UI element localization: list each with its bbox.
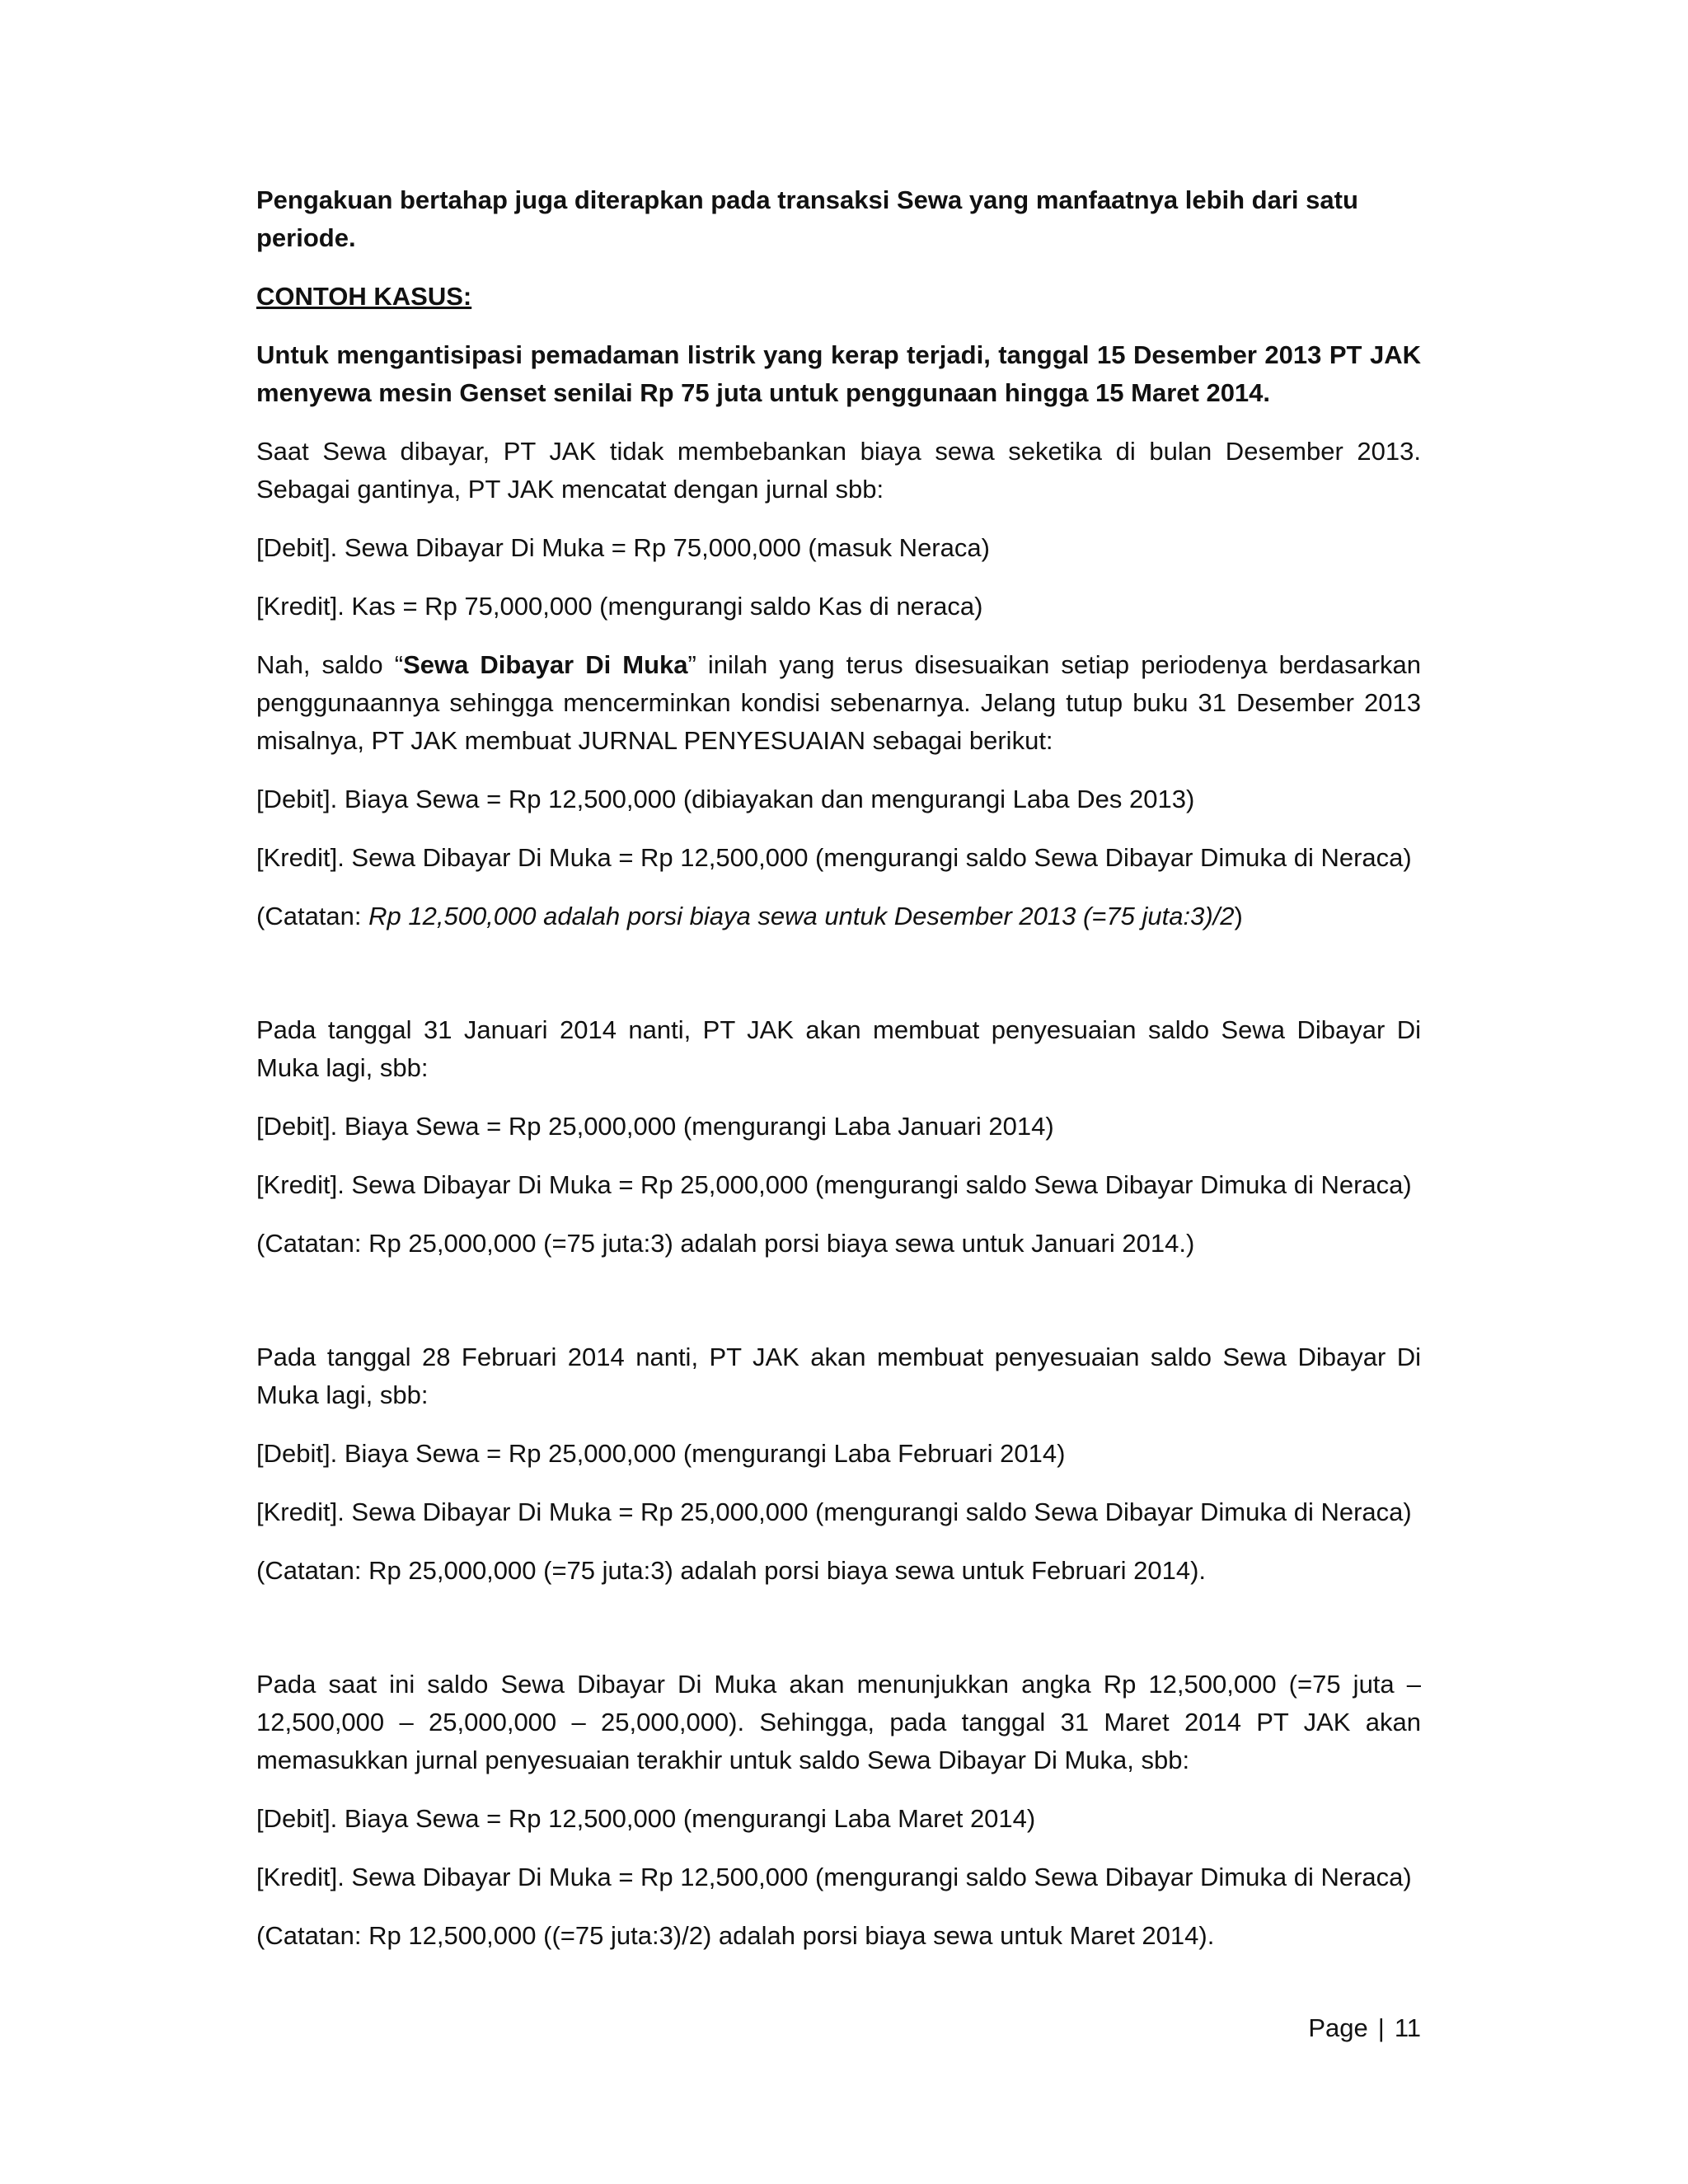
payment-debit-entry: [Debit]. Sewa Dibayar Di Muka = Rp 75,000,000 (masuk Neraca) bbox=[256, 533, 990, 562]
march-paragraph: Pada saat ini saldo Sewa Dibayar Di Muka akan menunjukkan angka Rp 12,500,000 (=75 juta – 12,500,000 – 25,000,000 – 25,000,000). Sehingga, pada tanggal 31 Maret 2014 PT JAK akan memasukkan jurnal penyesuaian terakhir untuk saldo Sewa Dibayar Di Muka, sbb: bbox=[256, 1670, 1421, 1774]
payment-paragraph: Saat Sewa dibayar, PT JAK tidak membebankan biaya sewa seketika di bulan Desember 2013. Sebagai gantinya, PT JAK mencatat dengan jurnal sbb: bbox=[256, 437, 1421, 504]
adjustment-intro-bold: Sewa Dibayar Di Muka bbox=[403, 650, 688, 679]
december-debit-entry: [Debit]. Biaya Sewa = Rp 12,500,000 (dibiayakan dan mengurangi Laba Des 2013) bbox=[256, 785, 1195, 813]
december-credit-entry: [Kredit]. Sewa Dibayar Di Muka = Rp 12,500,000 (mengurangi saldo Sewa Dibayar Dimuka di Neraca) bbox=[256, 843, 1412, 872]
december-note-prefix: (Catatan: bbox=[256, 902, 369, 930]
march-credit-entry: [Kredit]. Sewa Dibayar Di Muka = Rp 12,500,000 (mengurangi saldo Sewa Dibayar Dimuka di Neraca) bbox=[256, 1863, 1412, 1891]
section-spacer bbox=[256, 1610, 1421, 1666]
december-note-suffix: ) bbox=[1234, 902, 1243, 930]
document-body bbox=[256, 181, 1421, 1975]
page-number: 11 bbox=[1394, 2013, 1421, 2042]
march-note: (Catatan: Rp 12,500,000 ((=75 juta:3)/2) adalah porsi biaya sewa untuk Maret 2014). bbox=[256, 1921, 1215, 1950]
page-label: Page bbox=[1308, 2013, 1368, 2042]
march-debit-entry: [Debit]. Biaya Sewa = Rp 12,500,000 (mengurangi Laba Maret 2014) bbox=[256, 1804, 1036, 1833]
payment-credit-entry: [Kredit]. Kas = Rp 75,000,000 (mengurangi saldo Kas di neraca) bbox=[256, 592, 983, 621]
case-statement: Untuk mengantisipasi pemadaman listrik yang kerap terjadi, tanggal 15 Desember 2013 PT JAK menyewa mesin Genset senilai Rp 75 juta untuk penggunaan hingga 15 Maret 2014. bbox=[256, 340, 1421, 407]
section-spacer bbox=[256, 1283, 1421, 1338]
adjustment-intro-paragraph bbox=[256, 646, 1421, 760]
intro-paragraph: Pengakuan bertahap juga diterapkan pada transaksi Sewa yang manfaatnya lebih dari satu periode. bbox=[256, 185, 1358, 252]
page-footer bbox=[1308, 2009, 1421, 2047]
case-heading: CONTOH KASUS: bbox=[256, 282, 472, 311]
section-spacer bbox=[256, 956, 1421, 1011]
january-paragraph: Pada tanggal 31 Januari 2014 nanti, PT JAK akan membuat penyesuaian saldo Sewa Dibayar Di Muka lagi, sbb: bbox=[256, 1015, 1421, 1082]
february-debit-entry: [Debit]. Biaya Sewa = Rp 25,000,000 (mengurangi Laba Februari 2014) bbox=[256, 1439, 1066, 1468]
february-paragraph: Pada tanggal 28 Februari 2014 nanti, PT JAK akan membuat penyesuaian saldo Sewa Dibayar Di Muka lagi, sbb: bbox=[256, 1343, 1421, 1409]
january-note: (Catatan: Rp 25,000,000 (=75 juta:3) adalah porsi biaya sewa untuk Januari 2014.) bbox=[256, 1229, 1195, 1258]
february-note: (Catatan: Rp 25,000,000 (=75 juta:3) adalah porsi biaya sewa untuk Februari 2014). bbox=[256, 1556, 1207, 1585]
december-note bbox=[256, 898, 1421, 935]
page-separator: | bbox=[1377, 2013, 1385, 2042]
february-credit-entry: [Kredit]. Sewa Dibayar Di Muka = Rp 25,000,000 (mengurangi saldo Sewa Dibayar Dimuka di Neraca) bbox=[256, 1497, 1412, 1526]
adjustment-intro-prefix: Nah, saldo “ bbox=[256, 650, 404, 679]
january-credit-entry: [Kredit]. Sewa Dibayar Di Muka = Rp 25,000,000 (mengurangi saldo Sewa Dibayar Dimuka di Neraca) bbox=[256, 1170, 1412, 1199]
january-debit-entry: [Debit]. Biaya Sewa = Rp 25,000,000 (mengurangi Laba Januari 2014) bbox=[256, 1112, 1054, 1141]
adjustment-intro-suffix: ” inilah yang terus disesuaikan setiap periodenya berdasarkan penggunaannya sehingga mencerminkan kondisi sebenarnya. Jelang tutup buku 31 Desember 2013 misalnya, PT JAK membuat JURNAL PENYESUAIAN sebagai berikut: bbox=[256, 650, 1422, 755]
december-note-italic: Rp 12,500,000 adalah porsi biaya sewa untuk Desember 2013 (=75 juta:3)/2 bbox=[368, 902, 1235, 930]
